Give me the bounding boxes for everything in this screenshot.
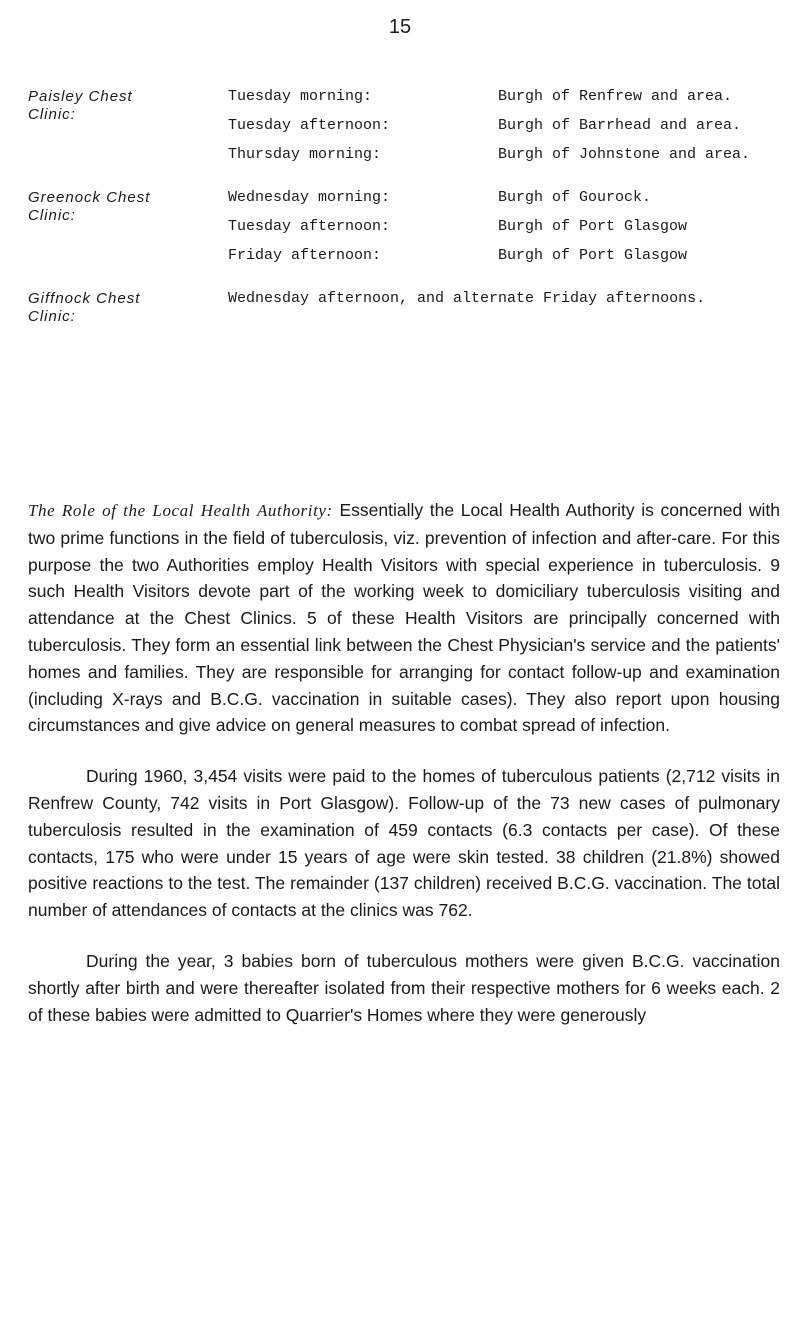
clinic-sessions <box>228 189 778 276</box>
paragraph-visits: During 1960, 3,454 visits were paid to the homes of tuberculous patients (2,712 visits in Renfrew County, 742 visits in Port Glasgow). Follow-up of the 73 new cases of pulmonary tuberculosis resulted in the examination of 459 contacts (6.3 contacts per case). Of these contacts, 175 who were under 15 years of age were skin tested. 38 children (21.8%) showed positive reactions to the test. The remainder (137 children) received B.C.G. vaccination. The total number of attendances of contacts at the clinics was 762. <box>28 766 780 921</box>
paragraph-role <box>28 497 780 739</box>
clinic-name-line2: Clinic: <box>28 106 76 123</box>
clinic-name-line2: Clinic: <box>28 308 76 325</box>
session-row <box>228 146 778 164</box>
session-row <box>228 247 778 265</box>
session-row <box>228 218 778 236</box>
clinic-name <box>28 290 228 326</box>
paragraph-text: Essentially the Local Health Authority is concerned with two prime functions in the field of tuberculosis, viz. prevention of infection and after-care. For this purpose the two Authorities employ Health Visitors with special experience in tuberculosis. 9 such Health Visitors devote part of the working week to domiciliary tuberculosis visiting and attendance at the Chest Clinics. 5 of these Health Visitors are principally concerned with tuberculosis. They form an essential link between the Chest Physician's service and the patients' homes and families. They are responsible for arranging for contact follow-up and examination (including X-rays and B.C.G. vaccination in suitable cases). They also report upon housing circumstances and give advice on general measures to combat spread of infection. <box>28 500 780 736</box>
session-time: Tuesday morning: <box>228 88 373 105</box>
clinic-paisley <box>28 88 778 175</box>
session-area: Burgh of Port Glasgow <box>498 218 688 235</box>
session-area: Burgh of Barrhead and area. <box>498 117 742 134</box>
page-number: 15 <box>388 16 412 38</box>
clinic-name-line1: Paisley Chest <box>28 88 133 105</box>
clinic-sessions <box>228 290 778 326</box>
clinic-giffnock <box>28 290 778 326</box>
session-area: Burgh of Renfrew and area. <box>498 88 733 105</box>
session-time: Wednesday morning: <box>228 189 391 206</box>
session-area: Burgh of Gourock. <box>498 189 652 206</box>
section-heading: The Role of the Local Health Authority: <box>28 501 333 520</box>
session-row <box>228 88 778 106</box>
session-full: Wednesday afternoon, and alternate Friday afternoons. <box>228 290 706 307</box>
paragraph-babies: During the year, 3 babies born of tuberculous mothers were given B.C.G. vaccination shortly after birth and were thereafter isolated from their respective mothers for 6 weeks each. 2 of these babies were admitted to Quarrier's Homes where they were generously <box>28 950 780 1025</box>
clinic-name <box>28 189 228 276</box>
session-time: Tuesday afternoon: <box>228 117 391 134</box>
clinic-name <box>28 88 228 175</box>
session-time: Friday afternoon: <box>228 247 382 264</box>
session-row <box>228 117 778 135</box>
session-time: Thursday morning: <box>228 146 382 163</box>
clinic-name-line1: Greenock Chest <box>28 189 151 206</box>
clinic-greenock <box>28 189 778 276</box>
clinic-name-line1: Giffnock Chest <box>28 290 141 307</box>
session-area: Burgh of Port Glasgow <box>498 247 688 264</box>
body-text <box>28 497 780 1052</box>
session-time: Tuesday afternoon: <box>228 218 391 235</box>
clinic-name-line2: Clinic: <box>28 207 76 224</box>
session-row <box>228 189 778 207</box>
clinic-sessions <box>228 88 778 175</box>
clinic-schedule <box>28 88 778 340</box>
session-area: Burgh of Johnstone and area. <box>498 146 751 163</box>
